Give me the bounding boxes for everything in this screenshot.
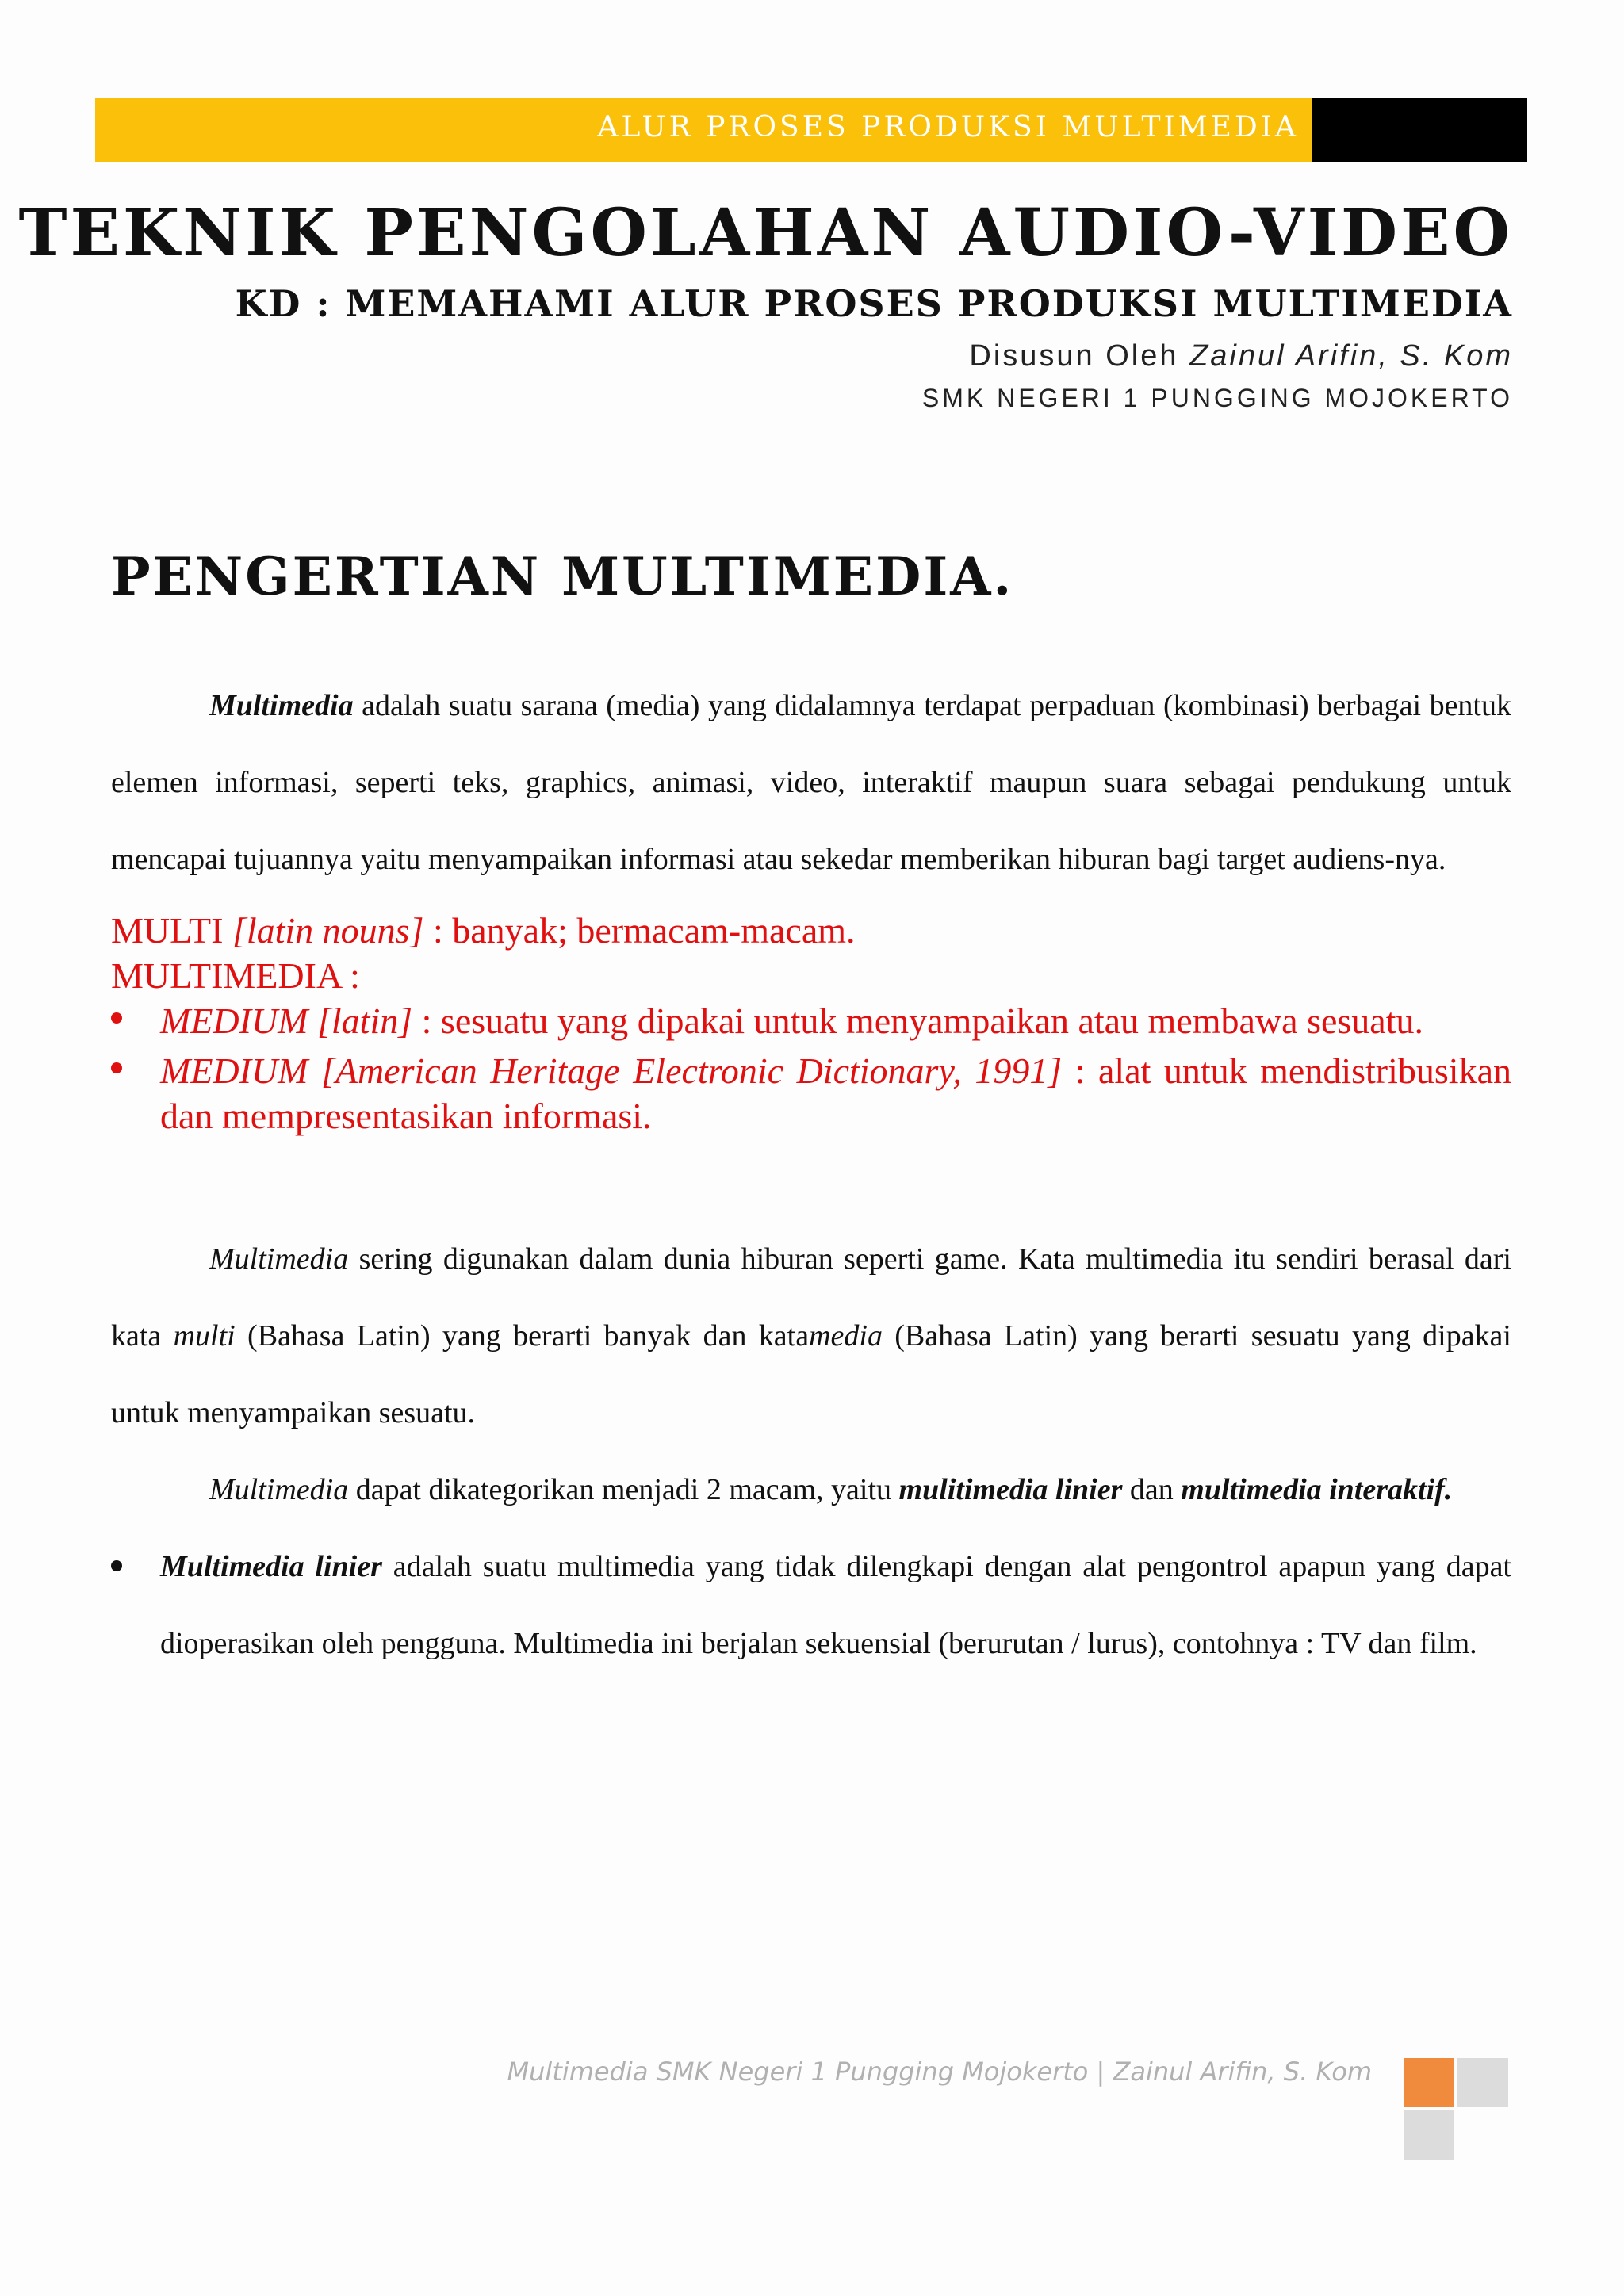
- document-title: TEKNIK PENGOLAHAN AUDIO-VIDEO: [18, 195, 1513, 271]
- usage-text: (Bahasa Latin) yang berarti banyak dan kata: [235, 1319, 810, 1353]
- linier-text: adalah suatu multimedia yang tidak dilengkapi dengan alat pengontrol apapun yang dapat dioperasikan oleh pengguna. Multimedia ini berjalan sekuensial (berurutan / lurus), contohnya : TV dan film.: [160, 1550, 1511, 1660]
- bullet-icon: [111, 1012, 122, 1024]
- bullet-icon: [111, 1560, 122, 1571]
- section-heading: PENGERTIAN MULTIMEDIA.: [111, 545, 1014, 607]
- categories-text: dan: [1122, 1473, 1182, 1506]
- bullet-icon: [111, 1062, 122, 1073]
- header-bar: [95, 98, 1527, 162]
- medium-def: : sesuatu yang dipakai untuk menyampaikan atau membawa sesuatu.: [412, 1001, 1424, 1041]
- paragraph-usage: [111, 1221, 1511, 1452]
- multimedia-label: MULTIMEDIA :: [111, 955, 360, 996]
- author-line: [969, 339, 1513, 373]
- multi-term: [latin nouns]: [232, 910, 424, 951]
- medium-def: : alat untuk mendistribusikan dan mempresentasikan informasi.: [160, 1050, 1511, 1136]
- term-multimedia-linier: Multimedia linier: [160, 1550, 382, 1583]
- term-multimedia: Multimedia: [209, 689, 354, 722]
- paragraph-definition-text: adalah suatu sarana (media) yang didalamnya terdapat perpaduan (kombinasi) berbagai bentuk elemen informasi, seperti teks, graphics, animasi, video, interaktif maupun suara sebagai pendukung untuk mencapai tujuannya yaitu menyampaikan informasi atau sekedar memberikan hiburan bagi target audiens-nya.: [111, 689, 1511, 876]
- term-multi: multi: [173, 1319, 236, 1353]
- term-multimedia: Multimedia: [209, 1473, 349, 1506]
- school-name: SMK NEGERI 1 PUNGGING MOJOKERTO: [921, 384, 1513, 412]
- header-bar-title: ALUR PROSES PRODUKSI MULTIMEDIA: [597, 111, 1299, 144]
- usage-text: sering digunakan dalam dunia hiburan seperti game. Kata multimedia itu sendiri berasal dari kata: [111, 1242, 1511, 1353]
- multi-def: : banyak; bermacam-macam.: [423, 910, 856, 951]
- medium-definition-list: [111, 998, 1511, 1138]
- medium-term: MEDIUM [latin]: [160, 1001, 413, 1041]
- term-linier: mulitimedia linier: [898, 1473, 1123, 1506]
- multi-word: MULTI: [111, 910, 232, 951]
- usage-text: (Bahasa Latin) yang berarti sesuatu yang dipakai untuk menyampaikan sesuatu.: [111, 1319, 1511, 1429]
- author-name: Zainul Arifin, S. Kom: [1189, 339, 1513, 373]
- multi-definition: [111, 908, 1511, 953]
- section-content: [111, 668, 1511, 1682]
- document-subtitle: KD : MEMAHAMI ALUR PROSES PRODUKSI MULTIMEDIA: [235, 282, 1513, 325]
- footer-grey-square: [1457, 2058, 1508, 2107]
- category-list: [111, 1529, 1511, 1682]
- term-interaktif: multimedia interaktif.: [1181, 1473, 1453, 1506]
- footer-text: Multimedia SMK Negeri 1 Pungging Mojokerto | Zainul Arifin, S. Kom: [507, 2057, 1372, 2087]
- red-definitions: [111, 908, 1511, 1138]
- list-item: [111, 998, 1511, 1043]
- paragraph-categories: [111, 1452, 1511, 1529]
- header-bar-black-block: [1312, 98, 1527, 162]
- footer-grey-square: [1404, 2110, 1454, 2160]
- term-multimedia: Multimedia: [209, 1242, 349, 1276]
- list-item: [111, 1048, 1511, 1138]
- term-media: media: [809, 1319, 883, 1353]
- categories-text: dapat dikategorikan menjadi 2 macam, yaitu: [348, 1473, 899, 1506]
- medium-term: MEDIUM [American Heritage Electronic Dictionary, 1991]: [160, 1050, 1063, 1091]
- author-prefix: Disusun Oleh: [969, 339, 1179, 373]
- footer-orange-square: [1404, 2058, 1454, 2107]
- paragraph-definition: [111, 668, 1511, 898]
- list-item: [111, 1529, 1511, 1682]
